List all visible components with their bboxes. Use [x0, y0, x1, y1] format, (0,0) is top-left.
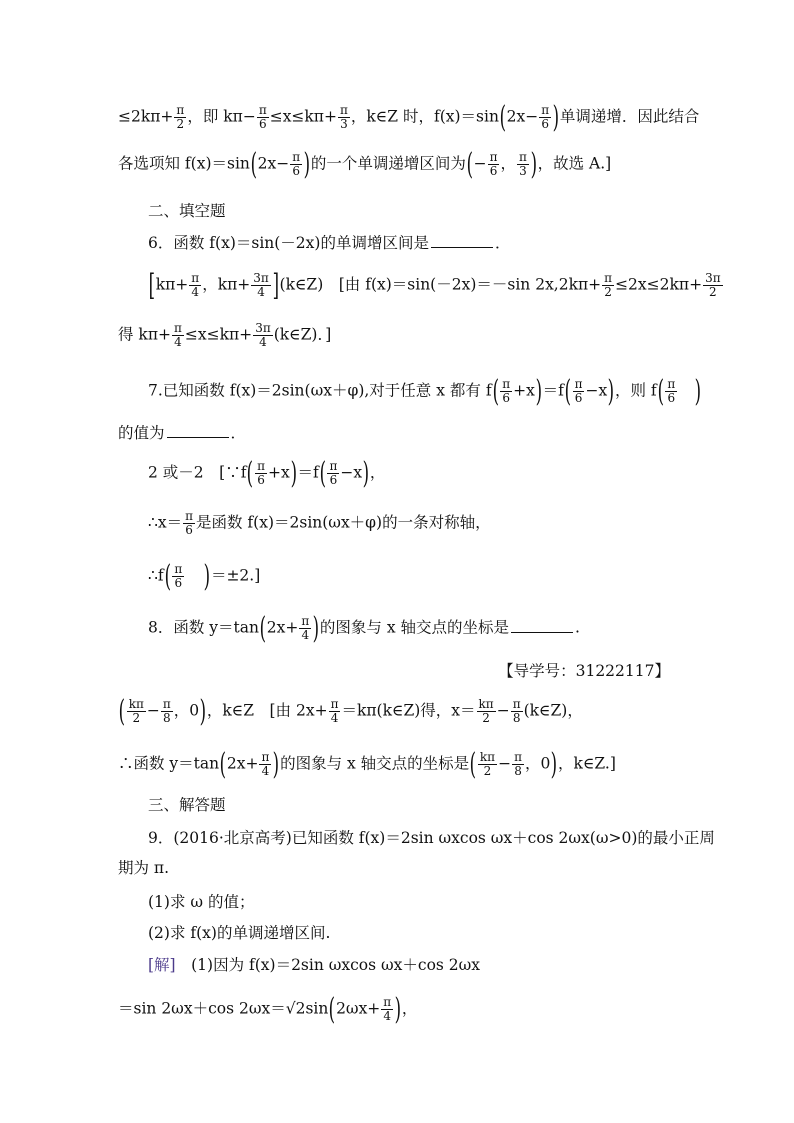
fraction: $\frac{\pi}{2}$	[176, 103, 185, 131]
answer-7-line-3: ∴f( $\frac{\pi}{6}$ )＝±2.]	[148, 558, 261, 594]
guide-number: 【导学号：31222117】	[498, 662, 670, 680]
fraction: $\frac{\pi}{3}$	[340, 103, 348, 131]
fraction: $\frac{\pi}{4}$	[330, 697, 339, 725]
fraction: $\frac{k\pi}{2}$	[479, 750, 496, 778]
fraction: $\frac{\pi}{2}$	[604, 271, 613, 299]
answer-7-line-1: 2 或－2 [∵f( $\frac{\pi}{6}$ +x)＝f( $\frac{\pi}{6}$ −x)，	[148, 455, 386, 491]
fraction: $\frac{\pi}{6}$	[257, 459, 266, 487]
fraction: $\frac{\pi}{6}$	[574, 377, 583, 405]
fraction: $\frac{\pi}{6}$	[667, 377, 676, 405]
fraction: $\frac{\pi}{6}$	[502, 377, 511, 405]
fraction: $\frac{\pi}{4}$	[383, 995, 392, 1023]
question-7-line-2: 的值为 ．	[118, 424, 247, 442]
answer-6-line-2: 得 kπ+ $\frac{\pi}{4}$ ≤x≤kπ+ $\frac{3\pi}{4}$ (k∈Z)．]	[118, 321, 332, 349]
fraction: $\frac{\pi}{6}$	[541, 103, 550, 131]
question-9-line-1: 9．(2016·北京高考)已知函数 f(x)＝2sin ωxcos ωx＋cos 2ωx(ω>0)的最小正周	[148, 829, 715, 847]
fraction: $\frac{\pi}{8}$	[512, 697, 521, 725]
answer-6-line-1: [kπ+ $\frac{\pi}{4}$ ，kπ+ $\frac{3\pi}{4}$ ](k∈Z) [由 f(x)＝sin(－2x)＝－sin 2x,2kπ+ $\frac{\pi}{2}$ ≤2x≤2kπ+ $\frac{3\pi}{2}$	[148, 267, 721, 303]
question-9-line-2: 期为 π.	[118, 859, 170, 877]
fraction: $\frac{\pi}{6}$	[292, 150, 301, 178]
fraction: $\frac{\pi}{6}$	[258, 103, 267, 131]
fraction: $\frac{\pi}{4}$	[174, 321, 182, 349]
fraction: $\frac{\pi}{6}$	[185, 509, 193, 537]
question-9-part-2: (2)求 f(x)的单调递增区间.	[148, 924, 331, 942]
question-6: 6．函数 f(x)＝sin(－2x)的单调增区间是 ．	[148, 234, 511, 252]
question-7-line-1: 7.已知函数 f(x)＝2sin(ωx＋φ),对于任意 x 都有 f( $\frac{\pi}{6}$ +x)＝f( $\frac{\pi}{6}$ −x)，则 f( $\frac{\pi}{6}$ )	[148, 373, 702, 409]
solution-5-line-2: 各选项知 f(x)＝sin(2x− $\frac{\pi}{6}$ )的一个单调递增区间为(− $\frac{\pi}{6}$ ， $\frac{\pi}{3}$ )，故选 A.]	[118, 146, 612, 182]
fraction: $\frac{\pi}{4}$	[301, 614, 310, 642]
solution-5-line-1: ≤2kπ+ $\frac{\pi}{2}$ ，即 kπ− $\frac{\pi}{6}$ ≤x≤kπ+ $\frac{\pi}{3}$ ，k∈Z 时，f(x)＝sin(2x− $\frac{\pi}{6}$ )单调递增．因此结合	[118, 99, 700, 135]
fraction: $\frac{3\pi}{4}$	[255, 321, 271, 349]
fraction: $\frac{\pi}{8}$	[162, 697, 171, 725]
fraction: $\frac{\pi}{4}$	[191, 271, 200, 299]
fraction: $\frac{\pi}{4}$	[261, 750, 270, 778]
fraction: $\frac{k\pi}{2}$	[128, 697, 144, 725]
answer-8-line-1: ( $\frac{k\pi}{2}$ − $\frac{\pi}{8}$ ，0)，k∈Z [由 2x+ $\frac{\pi}{4}$ ＝kπ(k∈Z)得，x＝ $\frac{k\pi}{2}$ − $\frac{\pi}{8}$ (k∈Z)，	[118, 693, 583, 729]
fraction: $\frac{\pi}{6}$	[174, 562, 183, 590]
fraction: $\frac{3\pi}{4}$	[253, 271, 269, 299]
answer-blank	[431, 233, 493, 248]
answer-9-line-2: ＝sin 2ωx＋cos 2ωx＝√2sin(2ωx+ $\frac{\pi}{4}$ )，	[118, 991, 418, 1027]
fraction: $\frac{\pi}{3}$	[518, 150, 527, 178]
section-heading-fill-blank: 二、填空题	[148, 202, 226, 220]
answer-9-line-1: [解] (1)因为 f(x)＝2sin ωxcos ωx＋cos 2ωx	[148, 956, 481, 974]
solution-tag: [解]	[148, 956, 176, 974]
fraction: $\frac{3\pi}{2}$	[705, 271, 721, 299]
fraction: $\frac{\pi}{6}$	[329, 459, 338, 487]
answer-8-line-2: ∴函数 y＝tan(2x+ $\frac{\pi}{4}$ )的图象与 x 轴交点的坐标是( $\frac{k\pi}{2}$ − $\frac{\pi}{8}$ ，0)，k∈Z.]	[118, 746, 616, 782]
answer-blank	[511, 618, 573, 633]
section-heading-solve: 三、解答题	[148, 796, 226, 814]
fraction: $\frac{\pi}{6}$	[489, 150, 498, 178]
answer-7-line-2: ∴x＝ $\frac{\pi}{6}$ 是函数 f(x)＝2sin(ωx＋φ)的一条对称轴，	[148, 509, 491, 537]
answer-blank	[167, 423, 229, 438]
question-8: 8．函数 y＝tan(2x+ $\frac{\pi}{4}$ )的图象与 x 轴交点的坐标是 .	[148, 610, 580, 646]
fraction: $\frac{k\pi}{2}$	[478, 697, 494, 725]
fraction: $\frac{\pi}{8}$	[514, 750, 522, 778]
question-9-part-1: (1)求 ω 的值；	[148, 893, 255, 911]
